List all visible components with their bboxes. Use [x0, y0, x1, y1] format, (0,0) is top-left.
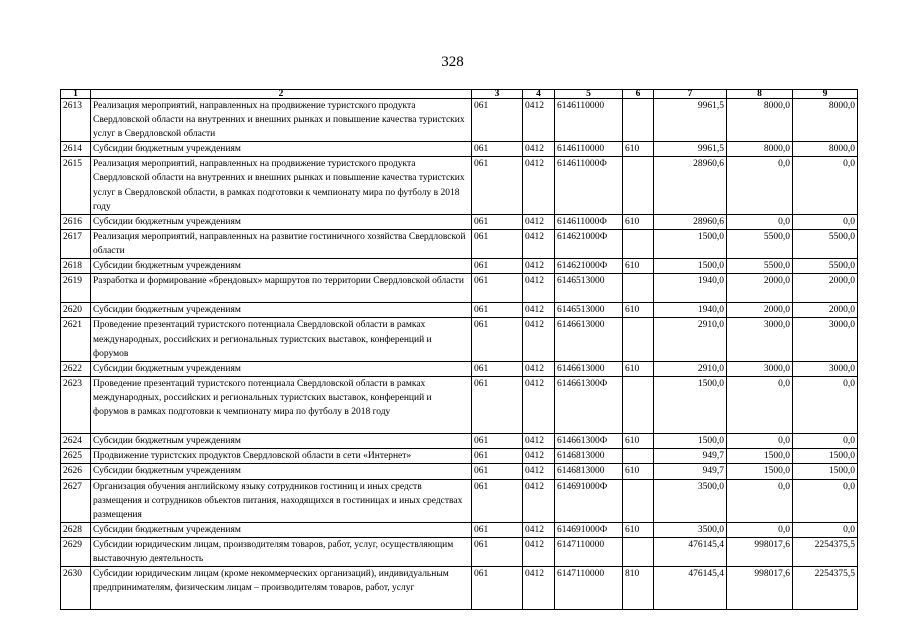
section-code: 0412	[523, 361, 555, 376]
row-name: Субсидии бюджетным учреждениям	[91, 214, 472, 229]
table-row	[61, 214, 858, 229]
section-code: 0412	[523, 537, 555, 566]
amount-2019: 0,0	[793, 157, 858, 214]
amount-2018: 998017,6	[727, 567, 793, 610]
row-number: 2624	[61, 434, 91, 449]
ministry-code: 061	[472, 303, 523, 318]
table-row	[61, 259, 858, 274]
amount-2019: 0,0	[793, 376, 858, 433]
section-code: 0412	[523, 567, 555, 610]
row-number: 2614	[61, 142, 91, 157]
expense-type-code: 610	[623, 464, 654, 479]
row-name: Организация обучения английскому языку сотрудников гостиниц и иных средств размещения и сотрудников объектов питания, находящихся в гостиницах и иных средствах размещения	[91, 479, 472, 522]
table-body	[61, 99, 858, 610]
row-name: Субсидии юридическим лицам, производителям товаров, работ, услуг, осуществляющим выставочную деятельность	[91, 537, 472, 566]
amount-2019: 2000,0	[793, 303, 858, 318]
expense-type-code: 610	[623, 142, 654, 157]
table-row	[61, 522, 858, 537]
ministry-code: 061	[472, 99, 523, 142]
section-code: 0412	[523, 434, 555, 449]
amount-2018: 0,0	[727, 434, 793, 449]
row-number: 2622	[61, 361, 91, 376]
target-code: 614661300Ф	[555, 376, 623, 433]
amount-2019: 2254375,5	[793, 537, 858, 566]
target-code: 6147110000	[555, 567, 623, 610]
amount-2019: 8000,0	[793, 142, 858, 157]
amount-2019: 5500,0	[793, 259, 858, 274]
amount-2019: 8000,0	[793, 99, 858, 142]
target-code: 614621000Ф	[555, 259, 623, 274]
target-code: 6146613000	[555, 318, 623, 361]
amount-2019: 2000,0	[793, 274, 858, 303]
column-header: 1	[61, 90, 91, 99]
amount-2017: 949,7	[654, 464, 727, 479]
table-row	[61, 434, 858, 449]
budget-table	[60, 89, 858, 610]
row-number: 2620	[61, 303, 91, 318]
expense-type-code	[623, 449, 654, 464]
table-row	[61, 464, 858, 479]
amount-2019: 0,0	[793, 522, 858, 537]
ministry-code: 061	[472, 361, 523, 376]
ministry-code: 061	[472, 274, 523, 303]
table-row	[61, 376, 858, 433]
amount-2017: 28960,6	[654, 157, 727, 214]
row-name: Субсидии бюджетным учреждениям	[91, 464, 472, 479]
row-name: Проведение презентаций туристского потенциала Свердловской области в рамках международных, российских и региональных туристских выставок, конференций и форумов	[91, 318, 472, 361]
table-row	[61, 537, 858, 566]
column-header: 7	[654, 90, 727, 99]
ministry-code: 061	[472, 142, 523, 157]
target-code: 6146813000	[555, 449, 623, 464]
row-number: 2617	[61, 229, 91, 258]
amount-2018: 2000,0	[727, 303, 793, 318]
table-row	[61, 157, 858, 214]
amount-2017: 9961,5	[654, 142, 727, 157]
row-number: 2626	[61, 464, 91, 479]
amount-2018: 1500,0	[727, 464, 793, 479]
expense-type-code	[623, 229, 654, 258]
expense-type-code: 610	[623, 434, 654, 449]
section-code: 0412	[523, 449, 555, 464]
section-code: 0412	[523, 99, 555, 142]
amount-2019: 3000,0	[793, 318, 858, 361]
row-number: 2616	[61, 214, 91, 229]
column-header: 4	[523, 90, 555, 99]
amount-2017: 476145,4	[654, 567, 727, 610]
column-header: 9	[793, 90, 858, 99]
row-name: Реализация мероприятий, направленных на продвижение туристского продукта Свердловской области на внутренних и внешних рынках и повышение качества туристских услуг в Свердловской области	[91, 99, 472, 142]
ministry-code: 061	[472, 376, 523, 433]
table-row	[61, 361, 858, 376]
table-row	[61, 303, 858, 318]
row-number: 2628	[61, 522, 91, 537]
ministry-code: 061	[472, 214, 523, 229]
amount-2018: 8000,0	[727, 99, 793, 142]
ministry-code: 061	[472, 157, 523, 214]
table-row	[61, 99, 858, 142]
amount-2018: 5500,0	[727, 229, 793, 258]
row-number: 2625	[61, 449, 91, 464]
amount-2017: 3500,0	[654, 522, 727, 537]
table-row	[61, 567, 858, 610]
ministry-code: 061	[472, 522, 523, 537]
amount-2017: 1940,0	[654, 303, 727, 318]
expense-type-code	[623, 537, 654, 566]
row-number: 2629	[61, 537, 91, 566]
expense-type-code	[623, 318, 654, 361]
row-name: Проведение презентаций туристского потенциала Свердловской области в рамках международных, российских и региональных туристских выставок, конференций и форумов в рамках подготовки к чемпионату мира по футболу в 2018 году	[91, 376, 472, 433]
row-number: 2619	[61, 274, 91, 303]
amount-2017: 1500,0	[654, 229, 727, 258]
amount-2017: 476145,4	[654, 537, 727, 566]
amount-2018: 0,0	[727, 522, 793, 537]
expense-type-code	[623, 274, 654, 303]
amount-2019: 0,0	[793, 434, 858, 449]
amount-2018: 3000,0	[727, 318, 793, 361]
amount-2019: 3000,0	[793, 361, 858, 376]
row-name: Субсидии бюджетным учреждениям	[91, 142, 472, 157]
target-code: 614691000Ф	[555, 479, 623, 522]
section-code: 0412	[523, 464, 555, 479]
row-name: Реализация мероприятий, направленных на продвижение туристского продукта Свердловской области на внутренних и внешних рынках и повышение качества туристских услуг в Свердловской области, в рамках подготовки к чемпионату мира по футболу в 2018 году	[91, 157, 472, 214]
ministry-code: 061	[472, 229, 523, 258]
section-code: 0412	[523, 303, 555, 318]
amount-2019: 5500,0	[793, 229, 858, 258]
ministry-code: 061	[472, 567, 523, 610]
amount-2019: 1500,0	[793, 464, 858, 479]
section-code: 0412	[523, 376, 555, 433]
row-name: Субсидии бюджетным учреждениям	[91, 259, 472, 274]
column-header: 3	[472, 90, 523, 99]
amount-2018: 998017,6	[727, 537, 793, 566]
amount-2017: 9961,5	[654, 99, 727, 142]
row-name: Субсидии бюджетным учреждениям	[91, 522, 472, 537]
column-number-row	[61, 90, 858, 99]
ministry-code: 061	[472, 537, 523, 566]
amount-2018: 3000,0	[727, 361, 793, 376]
target-code: 6146613000	[555, 361, 623, 376]
expense-type-code: 810	[623, 567, 654, 610]
table-row	[61, 142, 858, 157]
target-code: 614621000Ф	[555, 229, 623, 258]
row-name: Продвижение туристских продуктов Свердловской области в сети «Интернет»	[91, 449, 472, 464]
amount-2017: 2910,0	[654, 361, 727, 376]
amount-2019: 2254375,5	[793, 567, 858, 610]
section-code: 0412	[523, 259, 555, 274]
amount-2018: 0,0	[727, 479, 793, 522]
section-code: 0412	[523, 157, 555, 214]
expense-type-code	[623, 157, 654, 214]
target-code: 6146110000	[555, 99, 623, 142]
expense-type-code	[623, 479, 654, 522]
target-code: 614661300Ф	[555, 434, 623, 449]
target-code: 6146813000	[555, 464, 623, 479]
ministry-code: 061	[472, 449, 523, 464]
amount-2018: 5500,0	[727, 259, 793, 274]
section-code: 0412	[523, 479, 555, 522]
ministry-code: 061	[472, 434, 523, 449]
amount-2018: 2000,0	[727, 274, 793, 303]
row-number: 2621	[61, 318, 91, 361]
target-code: 6146110000	[555, 142, 623, 157]
row-name: Субсидии юридическим лицам (кроме некоммерческих организаций), индивидуальным предпринимателям, физическим лицам – производителям товаров, работ, услуг	[91, 567, 472, 610]
target-code: 6146513000	[555, 303, 623, 318]
row-number: 2630	[61, 567, 91, 610]
ministry-code: 061	[472, 479, 523, 522]
amount-2017: 949,7	[654, 449, 727, 464]
amount-2017: 3500,0	[654, 479, 727, 522]
row-number: 2615	[61, 157, 91, 214]
column-header: 6	[623, 90, 654, 99]
row-name: Субсидии бюджетным учреждениям	[91, 361, 472, 376]
amount-2018: 0,0	[727, 157, 793, 214]
target-code: 614611000Ф	[555, 157, 623, 214]
amount-2018: 0,0	[727, 376, 793, 433]
row-number: 2618	[61, 259, 91, 274]
expense-type-code: 610	[623, 522, 654, 537]
target-code: 614691000Ф	[555, 522, 623, 537]
row-number: 2623	[61, 376, 91, 433]
amount-2018: 8000,0	[727, 142, 793, 157]
expense-type-code: 610	[623, 303, 654, 318]
amount-2017: 28960,6	[654, 214, 727, 229]
row-number: 2613	[61, 99, 91, 142]
amount-2018: 1500,0	[727, 449, 793, 464]
amount-2017: 2910,0	[654, 318, 727, 361]
section-code: 0412	[523, 214, 555, 229]
section-code: 0412	[523, 142, 555, 157]
expense-type-code: 610	[623, 361, 654, 376]
ministry-code: 061	[472, 464, 523, 479]
row-number: 2627	[61, 479, 91, 522]
amount-2017: 1500,0	[654, 259, 727, 274]
expense-type-code: 610	[623, 259, 654, 274]
table-row	[61, 274, 858, 303]
section-code: 0412	[523, 522, 555, 537]
amount-2019: 0,0	[793, 479, 858, 522]
ministry-code: 061	[472, 259, 523, 274]
amount-2017: 1940,0	[654, 274, 727, 303]
table-row	[61, 318, 858, 361]
expense-type-code	[623, 99, 654, 142]
ministry-code: 061	[472, 318, 523, 361]
row-name: Разработка и формирование «брендовых» маршрутов по территории Свердловской области	[91, 274, 472, 303]
table-row	[61, 479, 858, 522]
column-header: 2	[91, 90, 472, 99]
row-name: Субсидии бюджетным учреждениям	[91, 303, 472, 318]
row-name: Реализация мероприятий, направленных на развитие гостиничного хозяйства Свердловской области	[91, 229, 472, 258]
table-row	[61, 449, 858, 464]
column-header: 5	[555, 90, 623, 99]
section-code: 0412	[523, 318, 555, 361]
amount-2017: 1500,0	[654, 434, 727, 449]
row-name: Субсидии бюджетным учреждениям	[91, 434, 472, 449]
expense-type-code	[623, 376, 654, 433]
section-code: 0412	[523, 274, 555, 303]
page-number: 328	[441, 54, 464, 70]
amount-2017: 1500,0	[654, 376, 727, 433]
table-row	[61, 229, 858, 258]
expense-type-code: 610	[623, 214, 654, 229]
target-code: 6146513000	[555, 274, 623, 303]
amount-2019: 1500,0	[793, 449, 858, 464]
column-header: 8	[727, 90, 793, 99]
amount-2018: 0,0	[727, 214, 793, 229]
section-code: 0412	[523, 229, 555, 258]
amount-2019: 0,0	[793, 214, 858, 229]
target-code: 614611000Ф	[555, 214, 623, 229]
target-code: 6147110000	[555, 537, 623, 566]
